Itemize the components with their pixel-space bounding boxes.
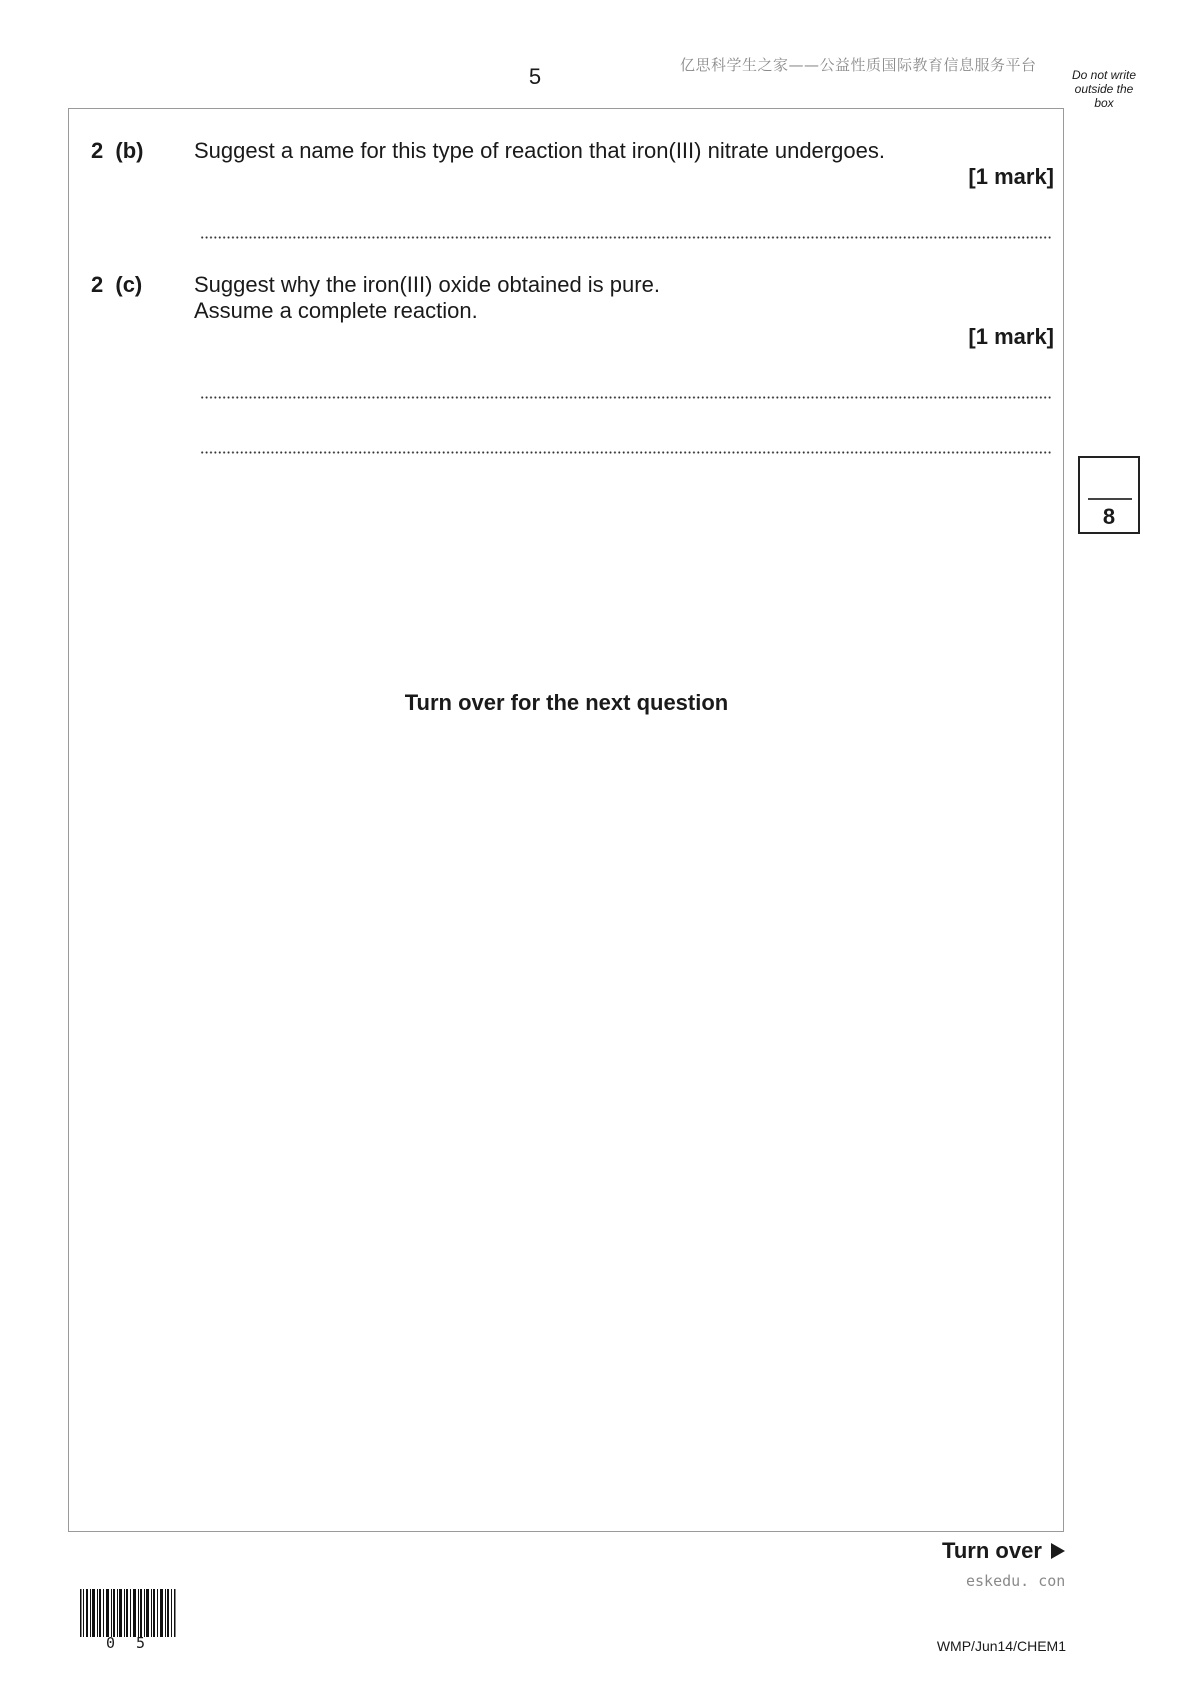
answer-line[interactable] — [200, 236, 1052, 239]
question-part: (b) — [115, 138, 144, 163]
margin-note — [1064, 68, 1144, 110]
turn-over-label — [942, 1538, 1066, 1564]
mark-allocation: [1 mark] — [968, 324, 1054, 349]
margin-note-line: Do not write — [1071, 68, 1137, 82]
score-value: 8 — [1102, 504, 1116, 529]
question-text-line: Assume a complete reaction. — [194, 298, 478, 323]
watermark-text: 亿思科学生之家——公益性质国际教育信息服务平台 — [680, 56, 1037, 74]
mark-allocation: [1 mark] — [968, 164, 1054, 189]
site-watermark: eskedu. con — [966, 1572, 1066, 1590]
question-number — [91, 138, 143, 164]
barcode-digits: 0 5 — [106, 1634, 152, 1652]
question-number — [91, 272, 142, 298]
question-number-digit: 2 — [91, 272, 104, 297]
page-number: 5 — [528, 64, 542, 89]
score-divider — [1088, 498, 1132, 500]
barcode — [80, 1589, 176, 1637]
question-number-digit: 2 — [91, 138, 104, 163]
answer-line[interactable] — [200, 396, 1052, 399]
turn-over-next-question: Turn over for the next question — [404, 690, 729, 715]
margin-note-line: box — [1094, 96, 1114, 110]
question-text-line: Suggest why the iron(III) oxide obtained is pure. — [194, 272, 660, 297]
margin-note-line: outside the — [1074, 82, 1134, 96]
question-text: Suggest a name for this type of reaction that iron(III) nitrate undergoes. — [194, 138, 885, 163]
triangle-right-icon — [1050, 1542, 1066, 1560]
question-part: (c) — [115, 272, 143, 297]
answer-line[interactable] — [200, 451, 1052, 454]
question-text — [194, 272, 660, 324]
paper-code: WMP/Jun14/CHEM1 — [936, 1638, 1066, 1654]
turn-over-text: Turn over — [942, 1538, 1042, 1563]
score-box — [1078, 456, 1140, 534]
